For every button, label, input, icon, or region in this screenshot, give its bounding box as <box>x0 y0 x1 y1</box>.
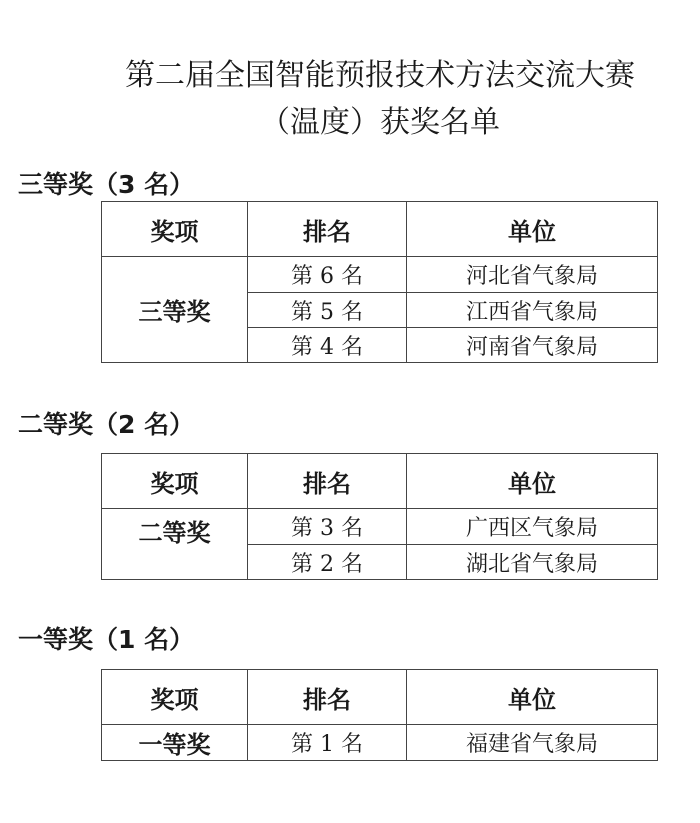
rank-cell: 第 3 名 <box>248 509 407 545</box>
header-prize: 奖项 <box>102 202 248 257</box>
document-title-line-1: 第二届全国智能预报技术方法交流大赛 <box>125 58 635 93</box>
unit-cell: 广西区气象局 <box>407 509 658 545</box>
table-header-row <box>102 202 658 257</box>
prize-cell: 三等奖 <box>102 257 248 363</box>
table-header-row <box>102 670 658 725</box>
header-unit: 单位 <box>407 202 658 257</box>
rank-cell: 第 5 名 <box>248 293 407 328</box>
prize-cell: 二等奖 <box>102 509 248 580</box>
third-prize-table <box>101 201 658 363</box>
unit-cell: 福建省气象局 <box>407 725 658 761</box>
header-rank: 排名 <box>248 670 407 725</box>
table-row <box>102 257 658 293</box>
second-prize-table <box>101 453 658 580</box>
rank-cell: 第 6 名 <box>248 257 407 293</box>
header-prize: 奖项 <box>102 454 248 509</box>
header-unit: 单位 <box>407 670 658 725</box>
third-prize-heading: 三等奖（3 名） <box>18 170 195 199</box>
unit-cell: 江西省气象局 <box>407 293 658 328</box>
first-prize-table <box>101 669 658 761</box>
table-row <box>102 725 658 761</box>
unit-cell: 河北省气象局 <box>407 257 658 293</box>
rank-cell: 第 2 名 <box>248 545 407 580</box>
header-rank: 排名 <box>248 202 407 257</box>
prize-cell: 一等奖 <box>102 725 248 761</box>
document-title-line-2: （温度）获奖名单 <box>260 105 500 140</box>
header-unit: 单位 <box>407 454 658 509</box>
table-row <box>102 509 658 545</box>
unit-cell: 河南省气象局 <box>407 328 658 363</box>
table-header-row <box>102 454 658 509</box>
second-prize-heading: 二等奖（2 名） <box>18 410 195 439</box>
first-prize-heading: 一等奖（1 名） <box>18 625 195 654</box>
rank-cell: 第 1 名 <box>248 725 407 761</box>
unit-cell: 湖北省气象局 <box>407 545 658 580</box>
header-rank: 排名 <box>248 454 407 509</box>
rank-cell: 第 4 名 <box>248 328 407 363</box>
header-prize: 奖项 <box>102 670 248 725</box>
